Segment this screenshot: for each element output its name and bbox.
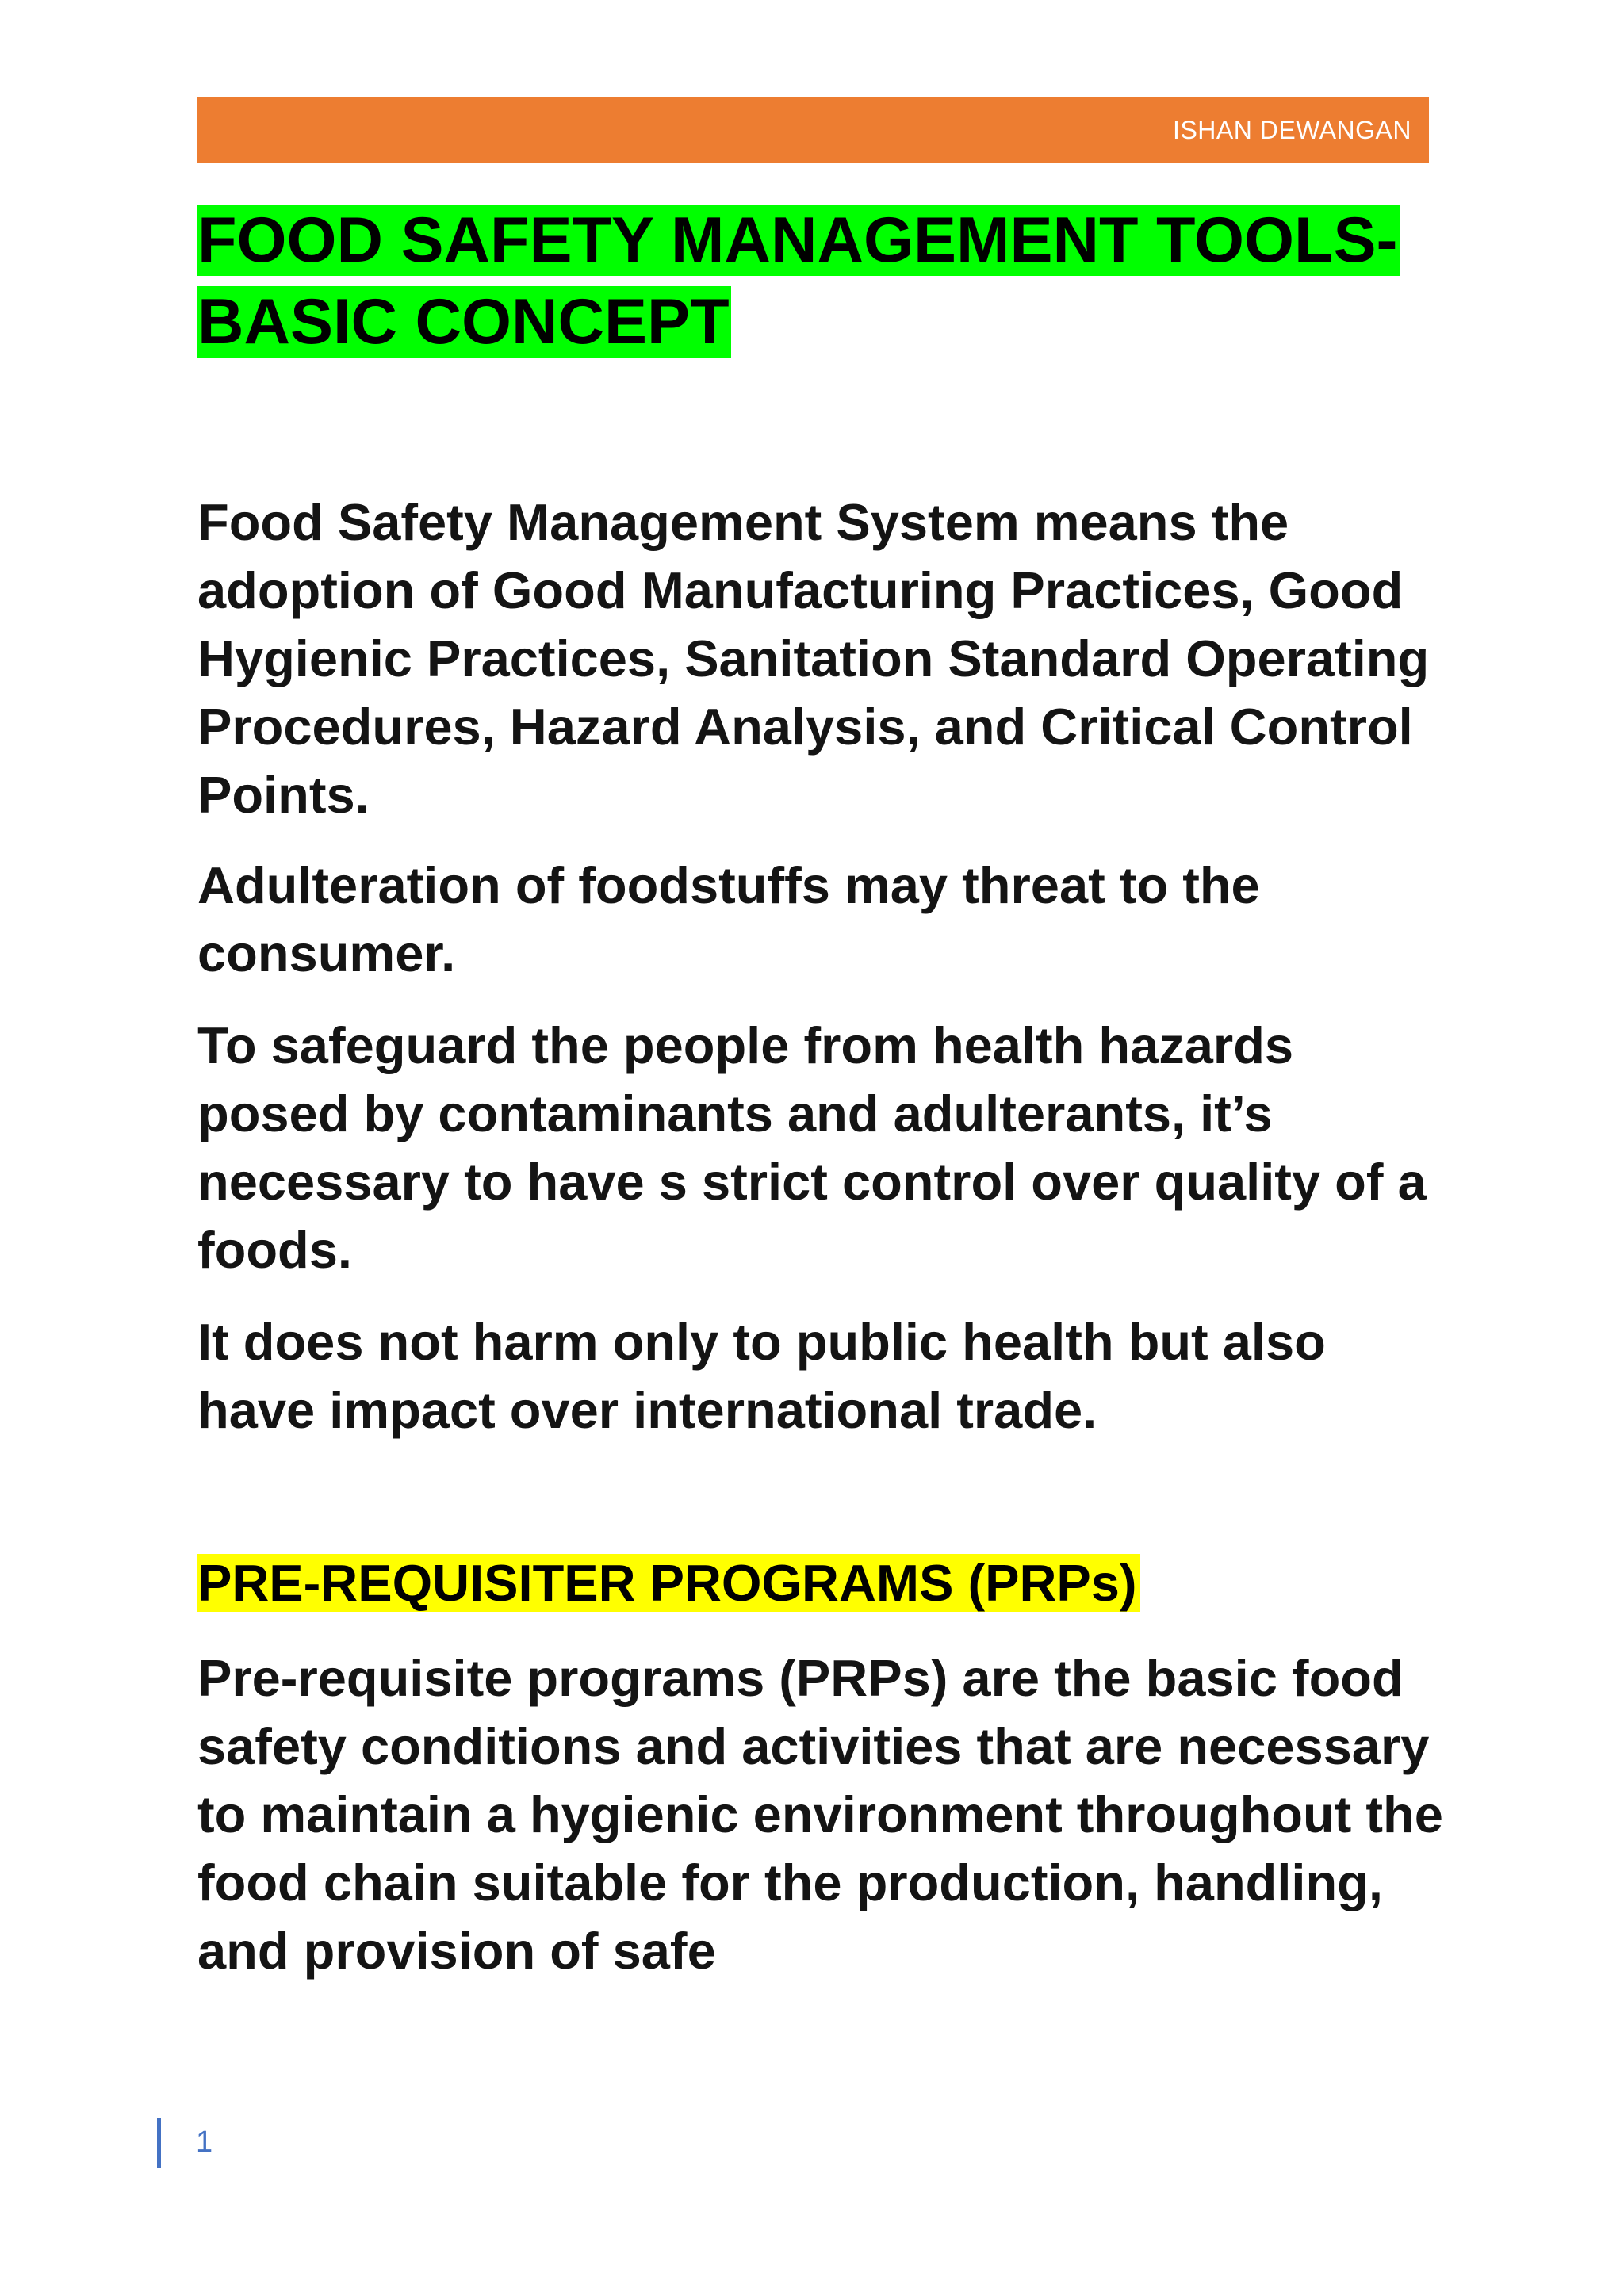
section-heading-text: PRE-REQUISITER PROGRAMS (PRPs) [197, 1554, 1140, 1612]
paragraph-safeguard: To safeguard the people from health hazards posed by contaminants and adulterants, it’s necessary to have s strict control over quality of a foods. [197, 1016, 1427, 1279]
document-title [197, 200, 1450, 363]
paragraph-fsms-definition: Food Safety Management System means the adoption of Good Manufacturing Practices, Good Hygienic Practices, Sanitation Standard Operating Procedures, Hazard Analysis, and Critical Control Points. [197, 493, 1430, 824]
page-number: 1 [196, 2126, 213, 2159]
paragraph-trade-impact: It does not harm only to public health but also have impact over international trade. [197, 1313, 1326, 1439]
title-line-1: FOOD SAFETY MANAGEMENT TOOLS- [197, 205, 1398, 276]
header-author: ISHAN DEWANGAN [1173, 116, 1411, 144]
paragraph-prps-definition: Pre-requisite programs (PRPs) are the basic food safety conditions and activities that are necessary to maintain a hygienic environment throughout the food chain suitable for the production, handling, and provision of safe [197, 1649, 1443, 1980]
section-heading-prps [197, 1551, 1140, 1616]
header-bar [197, 97, 1429, 163]
title-line-2: BASIC CONCEPT [197, 286, 730, 358]
paragraph-adulteration: Adulteration of foodstuffs may threat to the consumer. [197, 856, 1260, 982]
page-number-marker [157, 2118, 161, 2168]
